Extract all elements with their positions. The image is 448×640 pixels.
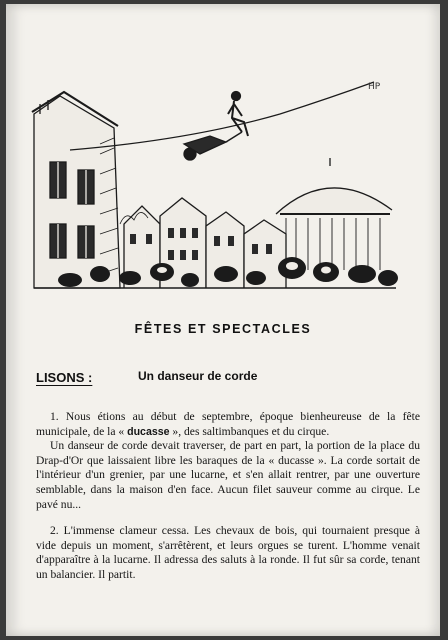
lesson-text: [36, 410, 420, 583]
paragraph-3: 2. L'immense clameur cessa. Les chevaux de bois, qui tournaient presque à vide depuis un moment, s'arrêtèrent, et leurs orgues se turent. L'homme venait d'apparaître à la lucarne. Il adressa des saluts à la ronde. Il fut sûr sa corde, tenant un balancier. Il partit.: [36, 524, 420, 581]
lesson-title: Un danseur de corde: [138, 369, 258, 383]
section-title: FÊTES ET SPECTACLES: [134, 322, 312, 336]
ducasse-bold: ducasse: [127, 425, 170, 438]
tightrope: [70, 82, 374, 150]
carousel-roof: [276, 188, 392, 214]
paragraph-2: Un danseur de corde devait traverser, de part en part, la portion de la place du Drap-d'Or que laissaient libre les baraques de la « ducasse ». La corde sortait de l'intérieur d'un grenier, par une lucarne, et s'en allait rentrer, par une ouverture semblable, dans la maison d'en face. Aucun filet sauveur comme au cirque. Le pavé nu...: [36, 439, 420, 511]
lesson-heading: [36, 369, 426, 387]
left-building: [34, 96, 120, 288]
artist-signature: HP: [368, 82, 381, 92]
book-page: [6, 4, 440, 636]
paragraph-1: 1. Nous étions au début de septembre, époque bienheureuse de la fête municipale, de la « ducasse », des saltimbanques et du cirque.: [36, 410, 420, 438]
fairground-illustration: [30, 74, 400, 292]
lisons-label: LISONS :: [36, 370, 93, 385]
